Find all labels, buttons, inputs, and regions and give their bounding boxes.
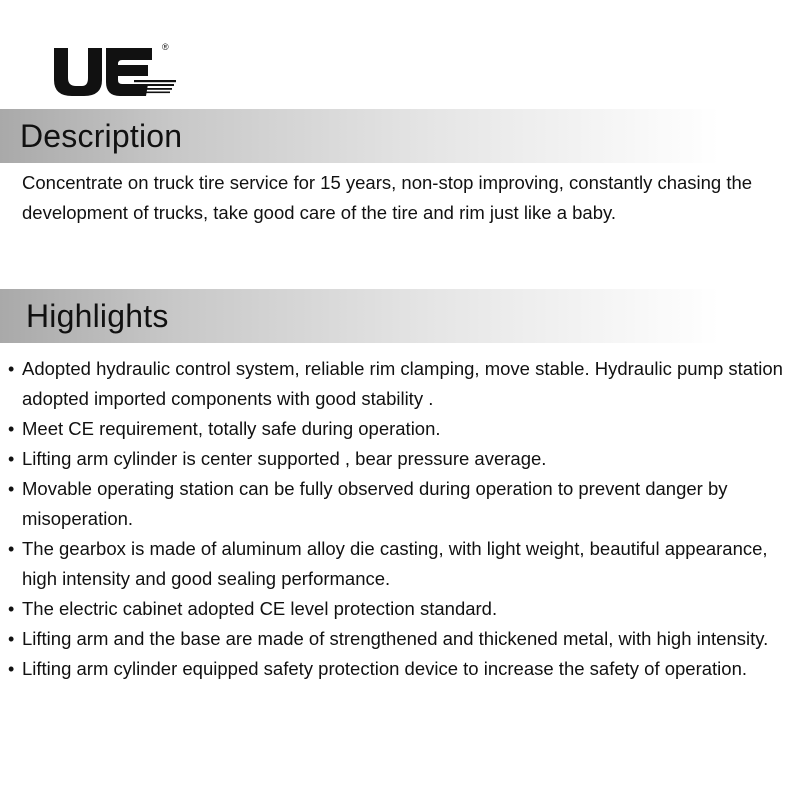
highlight-text: Lifting arm and the base are made of strengthened and thickened metal, with high intensity. xyxy=(22,628,769,649)
highlight-text: Lifting arm cylinder equipped safety protection device to increase the safety of operation. xyxy=(22,658,748,679)
registered-mark: ® xyxy=(162,42,169,52)
highlight-item xyxy=(0,654,800,684)
description-text: Concentrate on truck tire service for 15 years, non-stop improving, constantly chasing the development of trucks, take good care of the tire and rim just like a baby. xyxy=(22,172,753,223)
highlight-item xyxy=(0,594,800,624)
highlight-item xyxy=(0,534,800,594)
bullet-icon: • xyxy=(8,359,15,379)
highlights-title: Highlights xyxy=(26,298,169,334)
bullet-icon: • xyxy=(8,629,15,649)
bullet-icon: • xyxy=(8,659,15,679)
description-title: Description xyxy=(20,118,183,154)
highlight-text: Lifting arm cylinder is center supported , bear pressure average. xyxy=(22,448,547,469)
highlight-text: The electric cabinet adopted CE level protection standard. xyxy=(22,598,498,619)
highlights-list xyxy=(0,354,800,684)
highlight-item xyxy=(0,414,800,444)
bullet-icon: • xyxy=(8,449,15,469)
highlight-text: Meet CE requirement, totally safe during operation. xyxy=(22,418,441,439)
highlight-item xyxy=(0,354,800,414)
bullet-icon: • xyxy=(8,479,15,499)
bullet-icon: • xyxy=(8,599,15,619)
highlight-text: Adopted hydraulic control system, reliable rim clamping, move stable. Hydraulic pump station adopted imported components with good stability . xyxy=(22,358,783,409)
ue-logo xyxy=(50,38,180,102)
highlight-item xyxy=(0,624,800,654)
highlight-text: Movable operating station can be fully observed during operation to prevent danger by misoperation. xyxy=(22,478,728,529)
highlights-header-bar xyxy=(0,289,800,343)
description-header-bar xyxy=(0,109,800,163)
highlight-item xyxy=(0,474,800,534)
highlight-text: The gearbox is made of aluminum alloy die casting, with light weight, beautiful appearance, high intensity and good sealing performance. xyxy=(22,538,768,589)
bullet-icon: • xyxy=(8,419,15,439)
highlight-item xyxy=(0,444,800,474)
bullet-icon: • xyxy=(8,539,15,559)
